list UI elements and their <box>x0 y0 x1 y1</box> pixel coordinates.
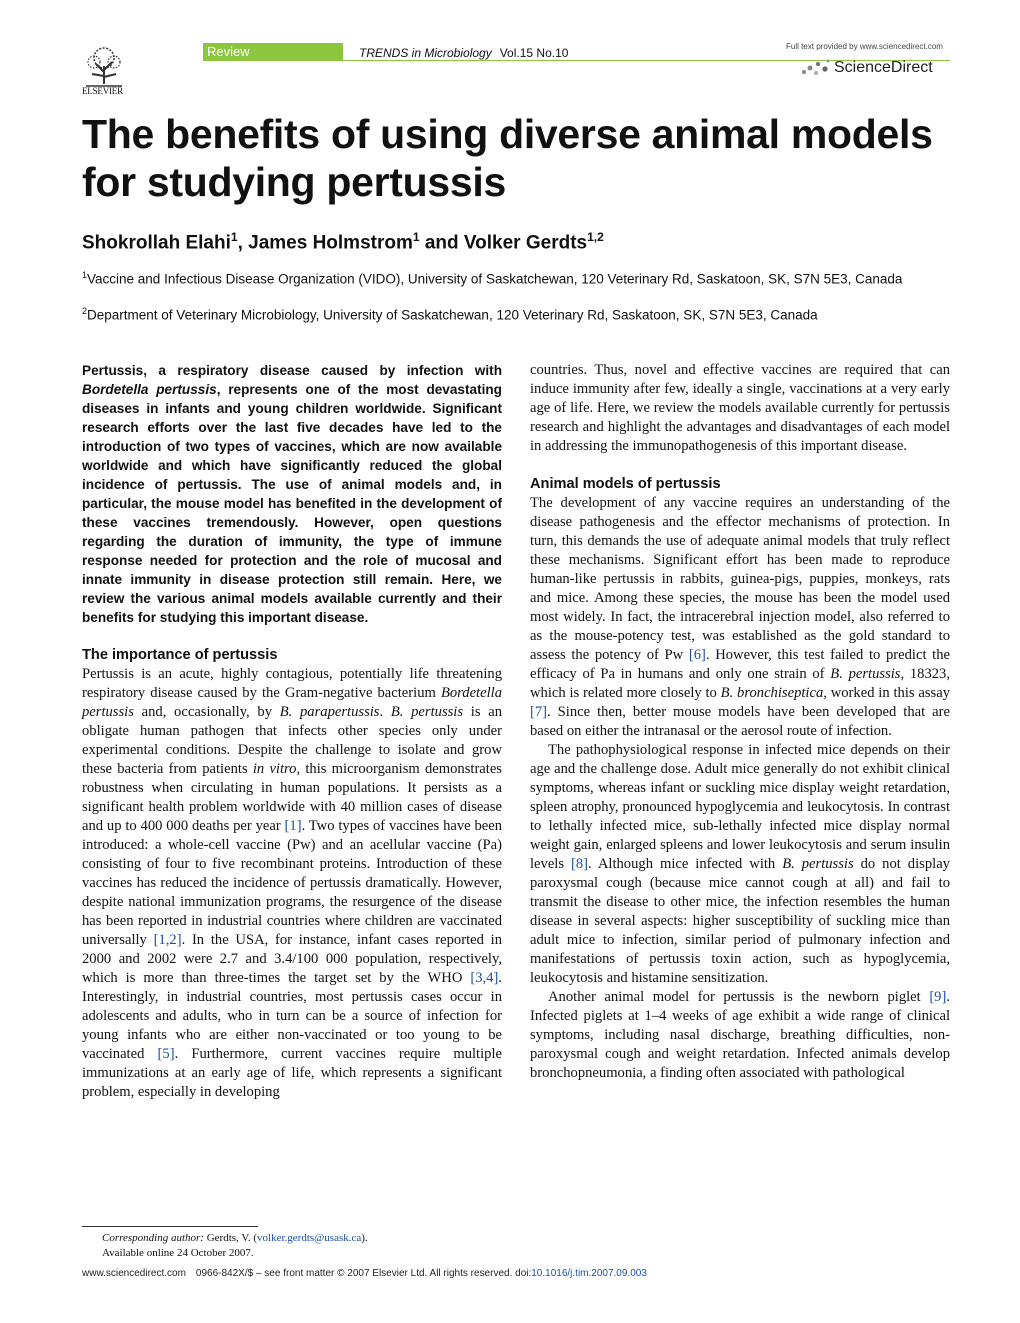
author-separator: and <box>419 232 464 254</box>
affiliation-text: Department of Veterinary Microbiology, University of Saskatchewan, 120 Veterinary Rd, Saskatoon, SK, S7N 5E3, Canada <box>87 307 818 323</box>
elsevier-label: ELSEVIER <box>82 86 123 96</box>
body-text: , 18323, which is related more closely to <box>530 666 951 701</box>
species-name: B. pertussis <box>830 666 901 682</box>
doi-link[interactable]: 10.1016/j.tim.2007.09.003 <box>531 1268 647 1279</box>
body-text: Pertussis is an acute, highly contagious, potentially life threatening respiratory disease caused by the Gram-negative bacterium <box>82 666 502 701</box>
body-text: . <box>379 704 391 720</box>
fulltext-provided-link[interactable]: Full text provided by www.sciencedirect.com <box>786 42 943 51</box>
reference-link[interactable]: [1] <box>284 818 302 834</box>
body-text: The pathophysiological response in infected mice depends on their age and the challenge dose. Adult mice generally do not exhibit clinical symptoms, whereas infant or suckling mice display weight retardation, spleen atrophy, pronounced hypoglycemia and leukocytosis. In contrast to lethally infected mice, sub-lethally infected mice display normal weight gain, enlarged spleens and lower leukocytosis and serum insulin levels <box>530 742 950 872</box>
author-affiliation-mark: 1 <box>412 230 420 244</box>
body-text: . Furthermore, current vaccines require multiple immunizations at an early age of life, which represents a significant problem, especially in developing <box>82 1046 502 1100</box>
footer-copyright: 0966-842X/$ – see front matter © 2007 Elsevier Ltd. All rights reserved. doi: <box>195 1268 532 1279</box>
affiliation-text: Vaccine and Infectious Disease Organization (VIDO), University of Saskatchewan, 120 Veterinary Rd, Saskatoon, SK, S7N 5E3, Canada <box>87 271 903 287</box>
author-name: Shokrollah Elahi <box>82 232 231 254</box>
author-affiliation-mark: 1 <box>230 230 238 244</box>
corresponding-author-footnote <box>102 1231 368 1261</box>
body-text: . Infected piglets at 1–4 weeks of age exhibit a wide range of clinical symptoms, including nasal discharge, breathing difficulties, non-paroxysmal cough and weight retardation. Infected animals develop bronchopneumonia, a finding often associated with pathological <box>530 989 950 1081</box>
species-name: B. pertussis <box>390 704 464 720</box>
footnote-rule <box>82 1226 258 1227</box>
elsevier-tree-logo <box>82 44 126 88</box>
paragraph-intro-continued: countries. Thus, novel and effective vaccines are required that can induce immunity after few, ideally a single, vaccinations at a very early age of life. Here, we review the models available currently for pertussis research and highlight the advantages and disadvantages of each model in addressing the immunopathogenesis of this important disease. <box>530 362 950 454</box>
body-text: is an obligate human pathogen that infects other species only under experimental conditions. Despite the challenge to isolate and grow these bacteria from patients <box>82 704 502 777</box>
sciencedirect-text: ScienceDirect <box>834 59 933 76</box>
paragraph-importance <box>82 665 502 1102</box>
abstract-species: Bordetella pertussis <box>82 382 217 397</box>
left-column <box>82 361 502 1102</box>
reference-link[interactable]: [3,4] <box>470 970 499 986</box>
footer-site-link[interactable]: www.sciencedirect.com <box>82 1268 186 1279</box>
journal-info <box>359 46 568 60</box>
reference-link[interactable]: [6] <box>688 647 706 663</box>
reference-link[interactable]: [8] <box>571 856 589 872</box>
reference-link[interactable]: [5] <box>157 1046 175 1062</box>
latin-term: in vitro <box>252 761 297 777</box>
abstract-text: , represents one of the most devastating diseases in infants and young children worldwide. Significant research efforts over the last five decades have led to the introduction of two types of vaccines, which are now available worldwide and which have significantly reduced the global incidence of pertussis. The use of animal models and, in particular, the mouse model has benefited in the development of these vaccines tremendously. However, open questions regarding the duration of immunity, the type of immune response needed for protection and the role of mucosal and innate immunity in disease protection still remain. Here, we review the various animal models available currently and their benefits for studying this important disease. <box>82 382 502 625</box>
body-text: and, occasionally, by <box>133 704 280 720</box>
abstract-text: Pertussis, a respiratory disease caused by infection with <box>82 363 502 378</box>
section-heading-animal-models: Animal models of pertussis <box>530 476 721 492</box>
reference-link[interactable]: [9] <box>929 989 947 1005</box>
available-online-date: Available online 24 October 2007. <box>102 1247 254 1259</box>
body-text: , this microorganism demonstrates robustness when circulating in human populations. It persists as a significant health problem worldwide with 40 million cases of disease and up to 400 000 deaths per year <box>82 761 502 834</box>
species-name: B. pertussis <box>782 856 854 872</box>
sciencedirect-dots-icon <box>800 58 832 78</box>
footnote-label: Corresponding author: <box>102 1232 204 1244</box>
author-affiliation-mark: 1,2 <box>587 230 604 244</box>
journal-name: TRENDS in Microbiology <box>359 46 492 60</box>
affiliation-1 <box>82 266 962 289</box>
reference-link[interactable]: [7] <box>530 704 548 720</box>
abstract <box>82 361 502 627</box>
body-text: The development of any vaccine requires an understanding of the disease pathogenesis and the effector mechanisms of protection. In turn, this demands the use of adequate animal models that truly reflect these mechanisms. Significant effort has been made to reproduce human-like pertussis in rabbits, guinea-pigs, puppies, monkeys, rats and mice. Among these species, the mouse has been the model used most widely. In fact, the intracerebral injection model, also referred to as the mouse-potency test, was established as the gold standard to assess the potency of Pw <box>530 495 950 663</box>
body-text: do not display paroxysmal cough (because mice cannot cough at all) and fail to transmit the disease to other mice, the infection resembles the human disease in several aspects: higher susceptibility of suckling mice than adult mice to infection, similar period of pulmonary infection and manifestations of pertussis toxin action, such as hypoglycemia, leukocytosis and histamine sensitization. <box>530 856 950 986</box>
section-tab-review: Review <box>203 43 343 60</box>
author-email-link[interactable]: volker.gerdts@usask.ca <box>257 1232 362 1244</box>
affiliation-number: 2 <box>82 306 88 316</box>
author-separator: , <box>237 232 249 254</box>
right-column <box>530 361 950 1083</box>
body-text: . In the USA, for instance, infant cases reported in 2000 and 2002 were 2.7 and 3.4/100 000 population, respectively, which is more than three-times the target set by the WHO <box>82 932 502 986</box>
body-text: . Since then, better mouse models have been developed that are based on either the intranasal or the aerosol route of infection. <box>530 704 950 739</box>
body-text: . Although mice infected with <box>588 856 783 872</box>
article-title: The benefits of using diverse animal models for studying pertussis <box>82 111 933 205</box>
author-name: Volker Gerdts <box>463 232 588 254</box>
reference-link[interactable]: [1,2] <box>153 932 182 948</box>
species-name: Bordetella pertussis <box>82 685 502 720</box>
affiliation-2 <box>82 302 962 325</box>
footnote-author: Gerdts, V. ( <box>203 1232 258 1244</box>
body-text: worked in this assay <box>826 685 950 701</box>
paragraph-animal-models-2 <box>530 741 950 988</box>
body-text: . Two types of vaccines have been introduced: a whole-cell vaccine (Pw) and an acellular vaccine (Pa) consisting of four to five recombinant proteins. Introduction of these vaccines has reduced the incidence of pertussis dramatically. However, despite national immunization programs, the resurgence of the disease has been reported in industrial countries where children are vaccinated universally <box>82 818 502 948</box>
section-heading-importance: The importance of pertussis <box>82 647 278 663</box>
affiliation-number: 1 <box>82 270 88 280</box>
paragraph-animal-models-1 <box>530 494 950 741</box>
body-text: . Interestingly, in industrial countries, most pertussis cases occur in adolescents and adults, who in turn can be a source of infection for young infants who are either non-vaccinated or too young to be vaccinated <box>82 970 502 1062</box>
author-name: James Holmstrom <box>248 232 413 254</box>
page-footer <box>82 1268 647 1279</box>
paragraph-animal-models-3 <box>530 988 950 1083</box>
journal-volume: Vol.15 No.10 <box>499 46 569 60</box>
species-name: B. parapertussis <box>279 704 380 720</box>
body-text: . However, this test failed to predict the efficacy of Pa in humans and only one strain of <box>530 647 950 682</box>
body-text: Another animal model for pertussis is the newborn piglet <box>548 989 930 1005</box>
species-name: B. bronchiseptica, <box>720 685 827 701</box>
author-list <box>82 230 604 254</box>
footnote-text: ). <box>361 1232 368 1244</box>
